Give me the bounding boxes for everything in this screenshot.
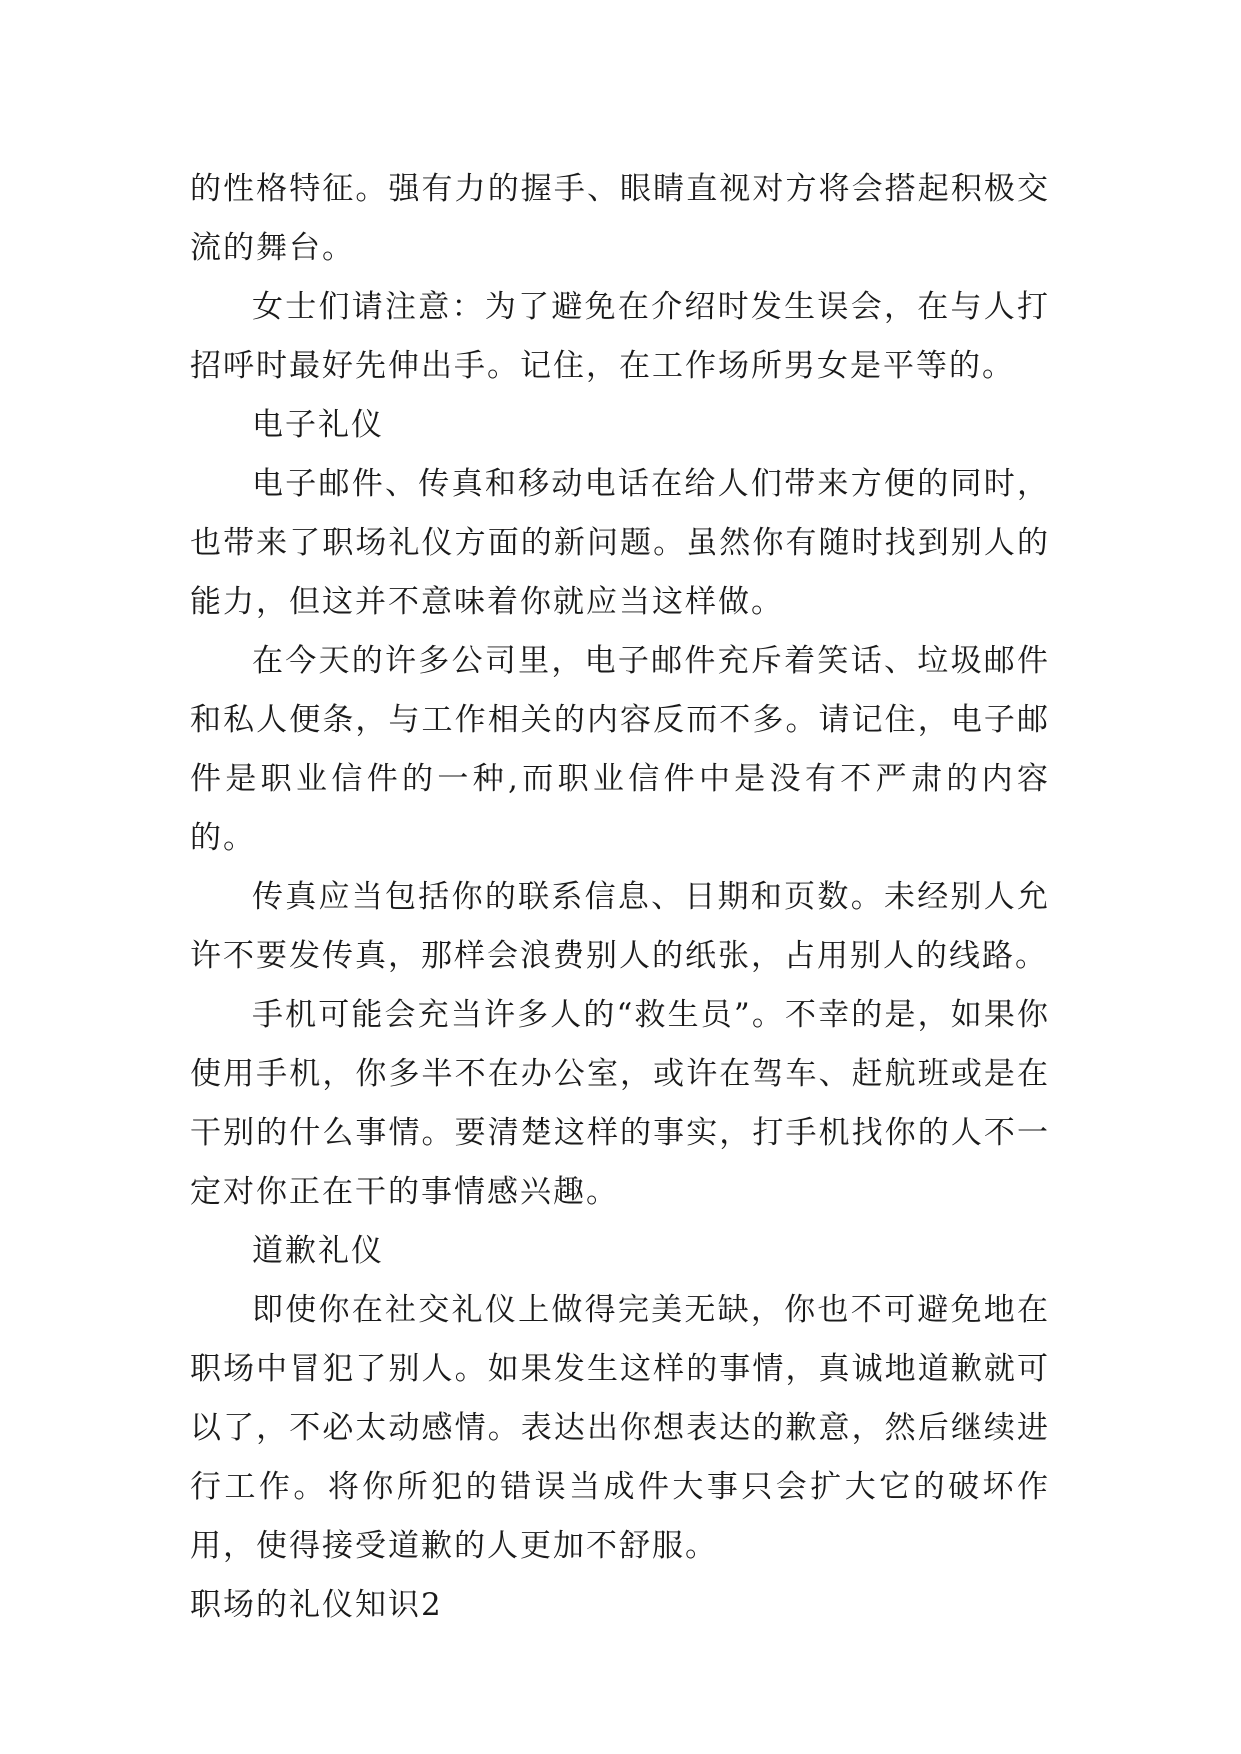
paragraph-email: 在今天的许多公司里，电子邮件充斥着笑话、垃圾邮件和私人便条，与工作相关的内容反而不多。请记住，电子邮件是职业信件的一种,而职业信件中是没有不严肃的内容的。 — [190, 643, 1050, 856]
paragraph-fax: 传真应当包括你的联系信息、日期和页数。未经别人允许不要发传真，那样会浪费别人的纸张，占用别人的线路。 — [190, 879, 1050, 974]
paragraph-women-note: 女士们请注意：为了避免在介绍时发生误会，在与人打招呼时最好先伸出手。记住，在工作场所男女是平等的。 — [190, 289, 1050, 384]
paragraph-electronic-intro: 电子邮件、传真和移动电话在给人们带来方便的同时，也带来了职场礼仪方面的新问题。虽然你有随时找到别人的能力，但这并不意味着你就应当这样做。 — [190, 466, 1050, 620]
section-heading-electronic-etiquette: 电子礼仪 — [252, 407, 384, 443]
article-title-part-2: 职场的礼仪知识2 — [190, 1587, 443, 1623]
document-body — [190, 160, 1050, 1635]
paragraph-apology: 即使你在社交礼仪上做得完美无缺，你也不可避免地在职场中冒犯了别人。如果发生这样的事情，真诚地道歉就可以了，不必太动感情。表达出你想表达的歉意，然后继续进行工作。将你所犯的错误当成件大事只会扩大它的破坏作用，使得接受道歉的人更加不舒服。 — [190, 1292, 1050, 1564]
section-heading-apology-etiquette: 道歉礼仪 — [252, 1233, 384, 1269]
paragraph-mobile-phone: 手机可能会充当许多人的“救生员”。不幸的是，如果你使用手机，你多半不在办公室，或许在驾车、赶航班或是在干别的什么事情。要清楚这样的事实，打手机找你的人不一定对你正在干的事情感兴趣。 — [190, 997, 1050, 1210]
paragraph-continuation: 的性格特征。强有力的握手、眼睛直视对方将会搭起积极交流的舞台。 — [190, 171, 1050, 266]
